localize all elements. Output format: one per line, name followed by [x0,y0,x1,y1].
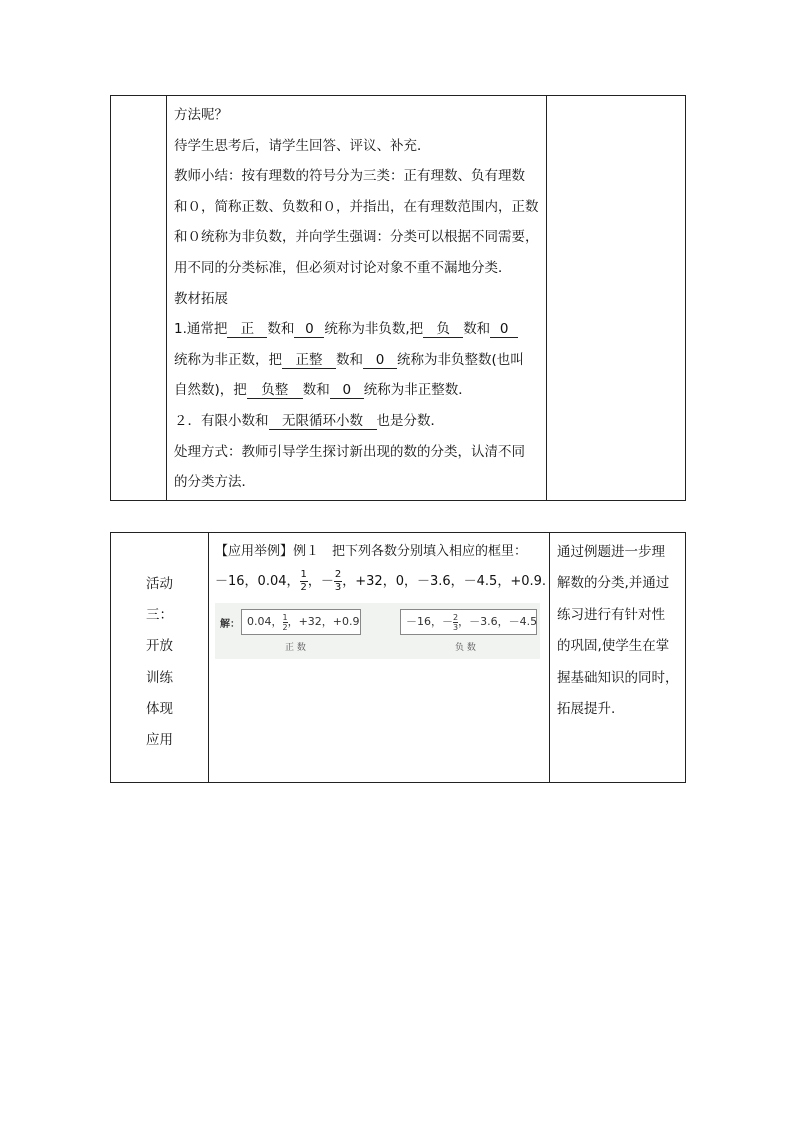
text-line: 的分类方法． [174,474,255,491]
q1-text: 数和 [302,382,330,399]
q1-text: 统称为非负数,把 [324,321,424,338]
text-line: 用不同的分类标准，但必须对讨论对象不重不漏地分类． [174,259,512,276]
q1-text: 统称为非正数，把 [174,351,282,368]
note-line: 拓展提升. [557,700,616,717]
note-line: 通过例题进一步理 [557,544,665,560]
question-1-line-1 [174,314,540,345]
note-cell [550,533,686,783]
answer-blank: 正整 [282,353,336,369]
numerator: 1 [282,612,288,622]
box-text: ，－3.6，－4.5 [458,615,538,628]
activity-label: 应用 [146,731,173,748]
right-cell [547,96,686,501]
box-text: ，+32，+0.9 [287,615,360,628]
answer-blank: 正 [227,322,267,338]
answer-blank: 无限循环小数 [269,414,377,430]
example-heading: 【应用举例】例１ 把下列各数分别填入相应的框里： [215,544,528,559]
activity-label: 活动 [146,576,173,592]
numerator: 2 [334,569,342,580]
fraction [300,569,308,594]
q1-text: 自然数)，把 [174,382,247,399]
answer-blank: 0 [363,353,397,369]
number-list: －16，0.04， [215,574,300,589]
answer-blank: 0 [294,322,324,338]
solution-figure [215,603,540,659]
denominator: 3 [453,622,459,632]
positive-caption: 正 数 [285,643,306,653]
negative-caption: 负 数 [455,643,476,653]
denominator: 3 [334,582,342,593]
number-list: ，－ [307,574,334,589]
fraction [334,569,342,594]
text-line: 教师小结：按有理数的符号分为三类：正有理数、负有理数 [174,168,525,185]
q1-text: 统称为非负整数(也叫 [397,351,524,368]
text-line: 方法呢？ [174,107,228,123]
question-2 [174,406,540,437]
q2-text: ２．有限小数和 [174,412,269,429]
q1-text: 1.通常把 [174,321,228,338]
q1-text: 数和 [267,321,295,338]
activity-label: 开放 [146,638,173,655]
answer-blank: 负整 [247,383,303,399]
note-line: 握基础知识的同时， [557,669,679,686]
q1-text: 统称为非正整数． [363,382,472,399]
lesson-table-1 [110,95,686,501]
note-line: 解数的分类,并通过 [557,575,670,592]
activity-label: 三： [146,607,173,624]
question-1-line-2 [174,345,540,376]
answer-blank: 0 [490,322,518,338]
text-line: 处理方式：教师引导学生探讨新出现的数的分类，认清不同 [174,443,525,460]
numerator: 1 [300,569,307,580]
note-line: 练习进行有针对性 [557,606,665,623]
box-text: 0.04， [247,615,283,628]
number-list: ，+32，0，－3.6，－4.5，+0.9. [342,574,547,589]
note-line: 的巩固,使学生在掌 [557,638,670,655]
left-cell [111,96,167,501]
solution-label: 解： [220,619,240,630]
section-heading: 教材拓展 [174,290,228,307]
q1-text: 数和 [336,351,363,368]
negative-box [400,609,537,635]
denominator: 2 [300,582,307,593]
content-cell [167,96,547,501]
example-cell [209,533,550,783]
numerator: 2 [453,612,459,622]
answer-blank: 0 [330,383,364,399]
text-line: 待学生思考后，请学生回答、评议、补充． [174,137,431,154]
activity-label: 训练 [146,669,173,686]
activity-label: 体现 [146,700,173,717]
text-line: 和０统称为非负数，并向学生强调：分类可以根据不同需要， [174,229,539,246]
lesson-table-2 [110,532,686,783]
example-numbers [215,567,547,597]
text-line: 和０，简称正数、负数和０，并指出，在有理数范围内，正数 [174,198,539,215]
box-text: －16，－ [406,615,453,628]
q2-text: 也是分数． [376,412,444,429]
activity-cell [111,533,209,783]
denominator: 2 [282,622,288,632]
answer-blank: 负 [423,322,463,338]
positive-box [241,609,361,635]
question-1-line-3 [174,375,540,406]
q1-text: 数和 [463,321,491,338]
